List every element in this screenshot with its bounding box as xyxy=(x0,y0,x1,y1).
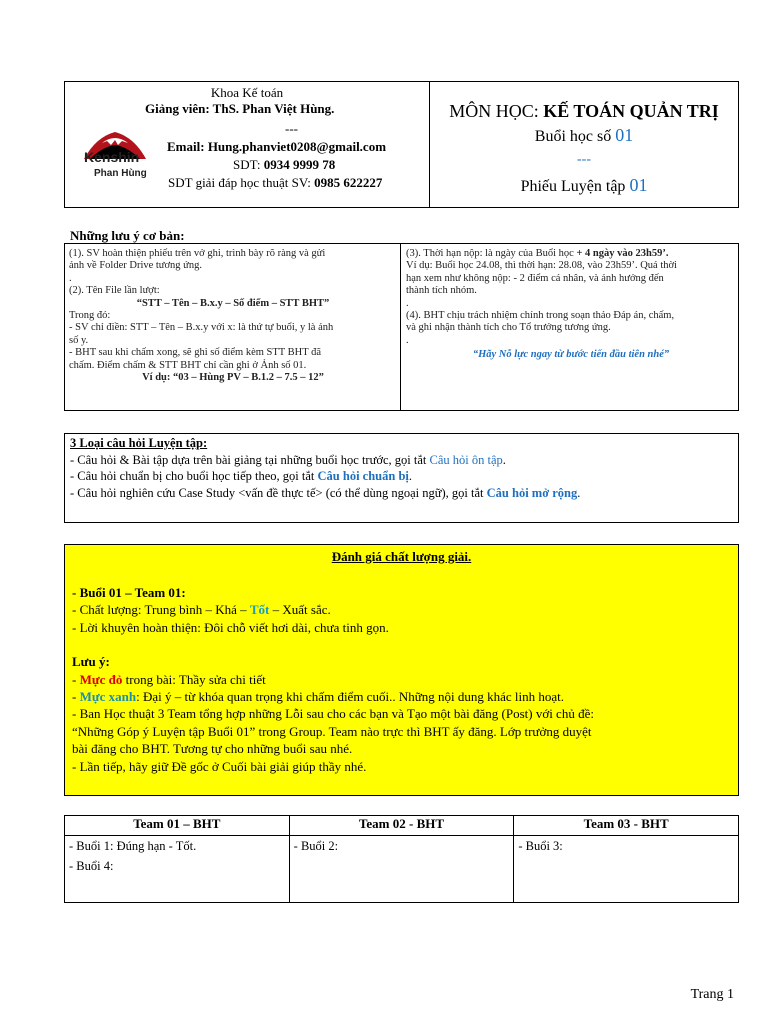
session-team-heading: - Buổi 01 – Team 01: xyxy=(72,585,186,600)
lecturer: Giảng viên: ThS. Phan Việt Hùng. xyxy=(145,101,335,116)
team-02-cell: - Buổi 2: xyxy=(289,836,514,903)
session-separator: --- xyxy=(577,152,591,167)
quality-rating: - Chất lượng: Trung bình – Khá – Tốt – Xuất sắc. xyxy=(72,602,331,618)
page-number: Trang 1 xyxy=(690,987,734,1002)
evaluation-content: - Buổi 01 – Team 01: - Chất lượng: Trung bình – Khá – Tốt – Xuất sắc. - Lời khuyên hoàn thiện: Đôi chỗ viết hơi dài, chưa tinh gọn. Lưu ý: - Mực đỏ trong bài: Thầy sửa chi tiết - Mực xanh: Đại ý – từ khóa quan trọng khi chấm điểm cuối.. Những nội dung khác linh hoạt. - Ban Học thuật 3 Team tổng hợp những Lỗi sau cho các bạn và Tạo một bài đăng (Post) với chủ đề: “Những Góp ý Luyện tập Buổi 01” trong Group. Team nào trực thì BHT ấy đăng. Lớp trưởng duyệt bài đăng cho BHT. Tương tự cho những buổi sau nhé. - Lần tiếp, hãy giữ Đề gốc ở Cuối bài giải giúp thầy nhé. xyxy=(72,585,594,774)
worksheet-number: Phiếu Luyện tập 01 xyxy=(520,175,648,195)
blue-ink-note: - Mực xanh: Đại ý – từ khóa quan trọng khi chấm điểm cuối.. Những nội dung khác linh hoạt. xyxy=(72,689,565,705)
question-type-review: - Câu hỏi & Bài tập dựa trên bài giảng tại những buổi học trước, gọi tắt Câu hỏi ôn tập. xyxy=(70,452,506,467)
note-title: Lưu ý: xyxy=(72,654,110,670)
team-03-header: Team 03 - BHT xyxy=(514,816,739,836)
advice: - Lời khuyên hoàn thiện: Đôi chỗ viết hơi dài, chưa tinh gọn. xyxy=(72,619,389,635)
department: Khoa Kế toán xyxy=(210,85,284,100)
question-type-prepare: - Câu hỏi chuẩn bị cho buổi học tiếp theo, gọi tắt Câu hỏi chuẩn bị. xyxy=(70,469,413,483)
kenshin-logo xyxy=(82,129,148,183)
team-table-header xyxy=(65,816,739,836)
notes-left: (1). SV hoàn thiện phiếu trên vở ghi, trình bày rõ ràng và gửi ảnh về Folder Drive tương ứng. . (2). Tên File lần lượt: “STT – Tên – B.x.y – Số điểm – STT BHT” Trong đó: - SV chỉ điền: STT – Tên – B.x.y với x: là thứ tự buổi, y là ảnh số y. - BHT sau khi chấm xong, sẽ ghi số điểm kèm STT BHT đã chấm. Điểm chấm & STT BHT chỉ cần ghi ở Ảnh số 01. Ví dụ: “03 – Hùng PV – B.1.2 – 7.5 – 12” xyxy=(69,248,334,384)
evaluation-title: Đánh giá chất lượng giải. xyxy=(331,549,472,564)
support-phone-line: SDT giải đáp học thuật SV: 0985 622227 xyxy=(168,175,383,190)
question-types-title: 3 Loại câu hỏi Luyện tập: xyxy=(70,436,208,450)
team-03-cell: - Buổi 3: xyxy=(514,836,739,903)
table-row xyxy=(65,836,739,903)
email-link[interactable]: Hung.phanviet0208@gmail.com xyxy=(207,139,387,154)
notes-title: Những lưu ý cơ bản: xyxy=(70,228,185,243)
email-line: Email: Hung.phanviet0208@gmail.com xyxy=(167,139,387,154)
red-ink-note: - Mực đỏ trong bài: Thầy sửa chi tiết xyxy=(72,671,266,687)
motto: “Hãy Nỗ lực ngay từ bước tiến đầu tiên nhé” xyxy=(472,349,670,361)
header-box xyxy=(64,81,739,208)
notes-divider xyxy=(400,244,401,410)
question-types-content xyxy=(70,435,580,501)
team-01-header: Team 01 – BHT xyxy=(65,816,290,836)
logo-text-bottom: Phan Hùng xyxy=(94,168,147,179)
question-type-extended: - Câu hỏi nghiên cứu Case Study <vấn đề thực tế> (có thể dùng ngoại ngữ), gọi tắt Câu hỏi mở rộng. xyxy=(70,485,581,500)
evaluation-box xyxy=(64,544,739,796)
team-table xyxy=(64,815,739,903)
team-01-cell: - Buổi 1: Đúng hạn - Tốt. - Buổi 4: xyxy=(65,836,290,903)
notes-box xyxy=(64,243,739,411)
question-types-box xyxy=(64,433,739,523)
phone-line: SDT: 0934 9999 78 xyxy=(233,157,336,172)
dash-separator: --- xyxy=(285,121,298,136)
logo-text-top: Kenshin xyxy=(84,149,140,165)
course-title: MÔN HỌC: KẾ TOÁN QUẢN TRỊ xyxy=(449,101,719,121)
session-number: Buổi học số 01 xyxy=(534,125,634,145)
team-02-header: Team 02 - BHT xyxy=(289,816,514,836)
notes-right: (3). Thời hạn nộp: là ngày của Buổi học + 4 ngày vào 23h59’. Ví dụ: Buổi học 24.08, thì thời hạn: 28.08, vào 23h59’. Quá thời hạn xem như không nộp: - 2 điểm cá nhân, và ảnh hưởng đến thành tích nhóm. . (4). BHT chịu trách nhiệm chính trong soạn thảo Đáp án, chấm, và ghi nhận thành tích cho Tổ trưởng tương ứng. . “Hãy Nỗ lực ngay từ bước tiến đầu tiên nhé” xyxy=(406,248,736,362)
